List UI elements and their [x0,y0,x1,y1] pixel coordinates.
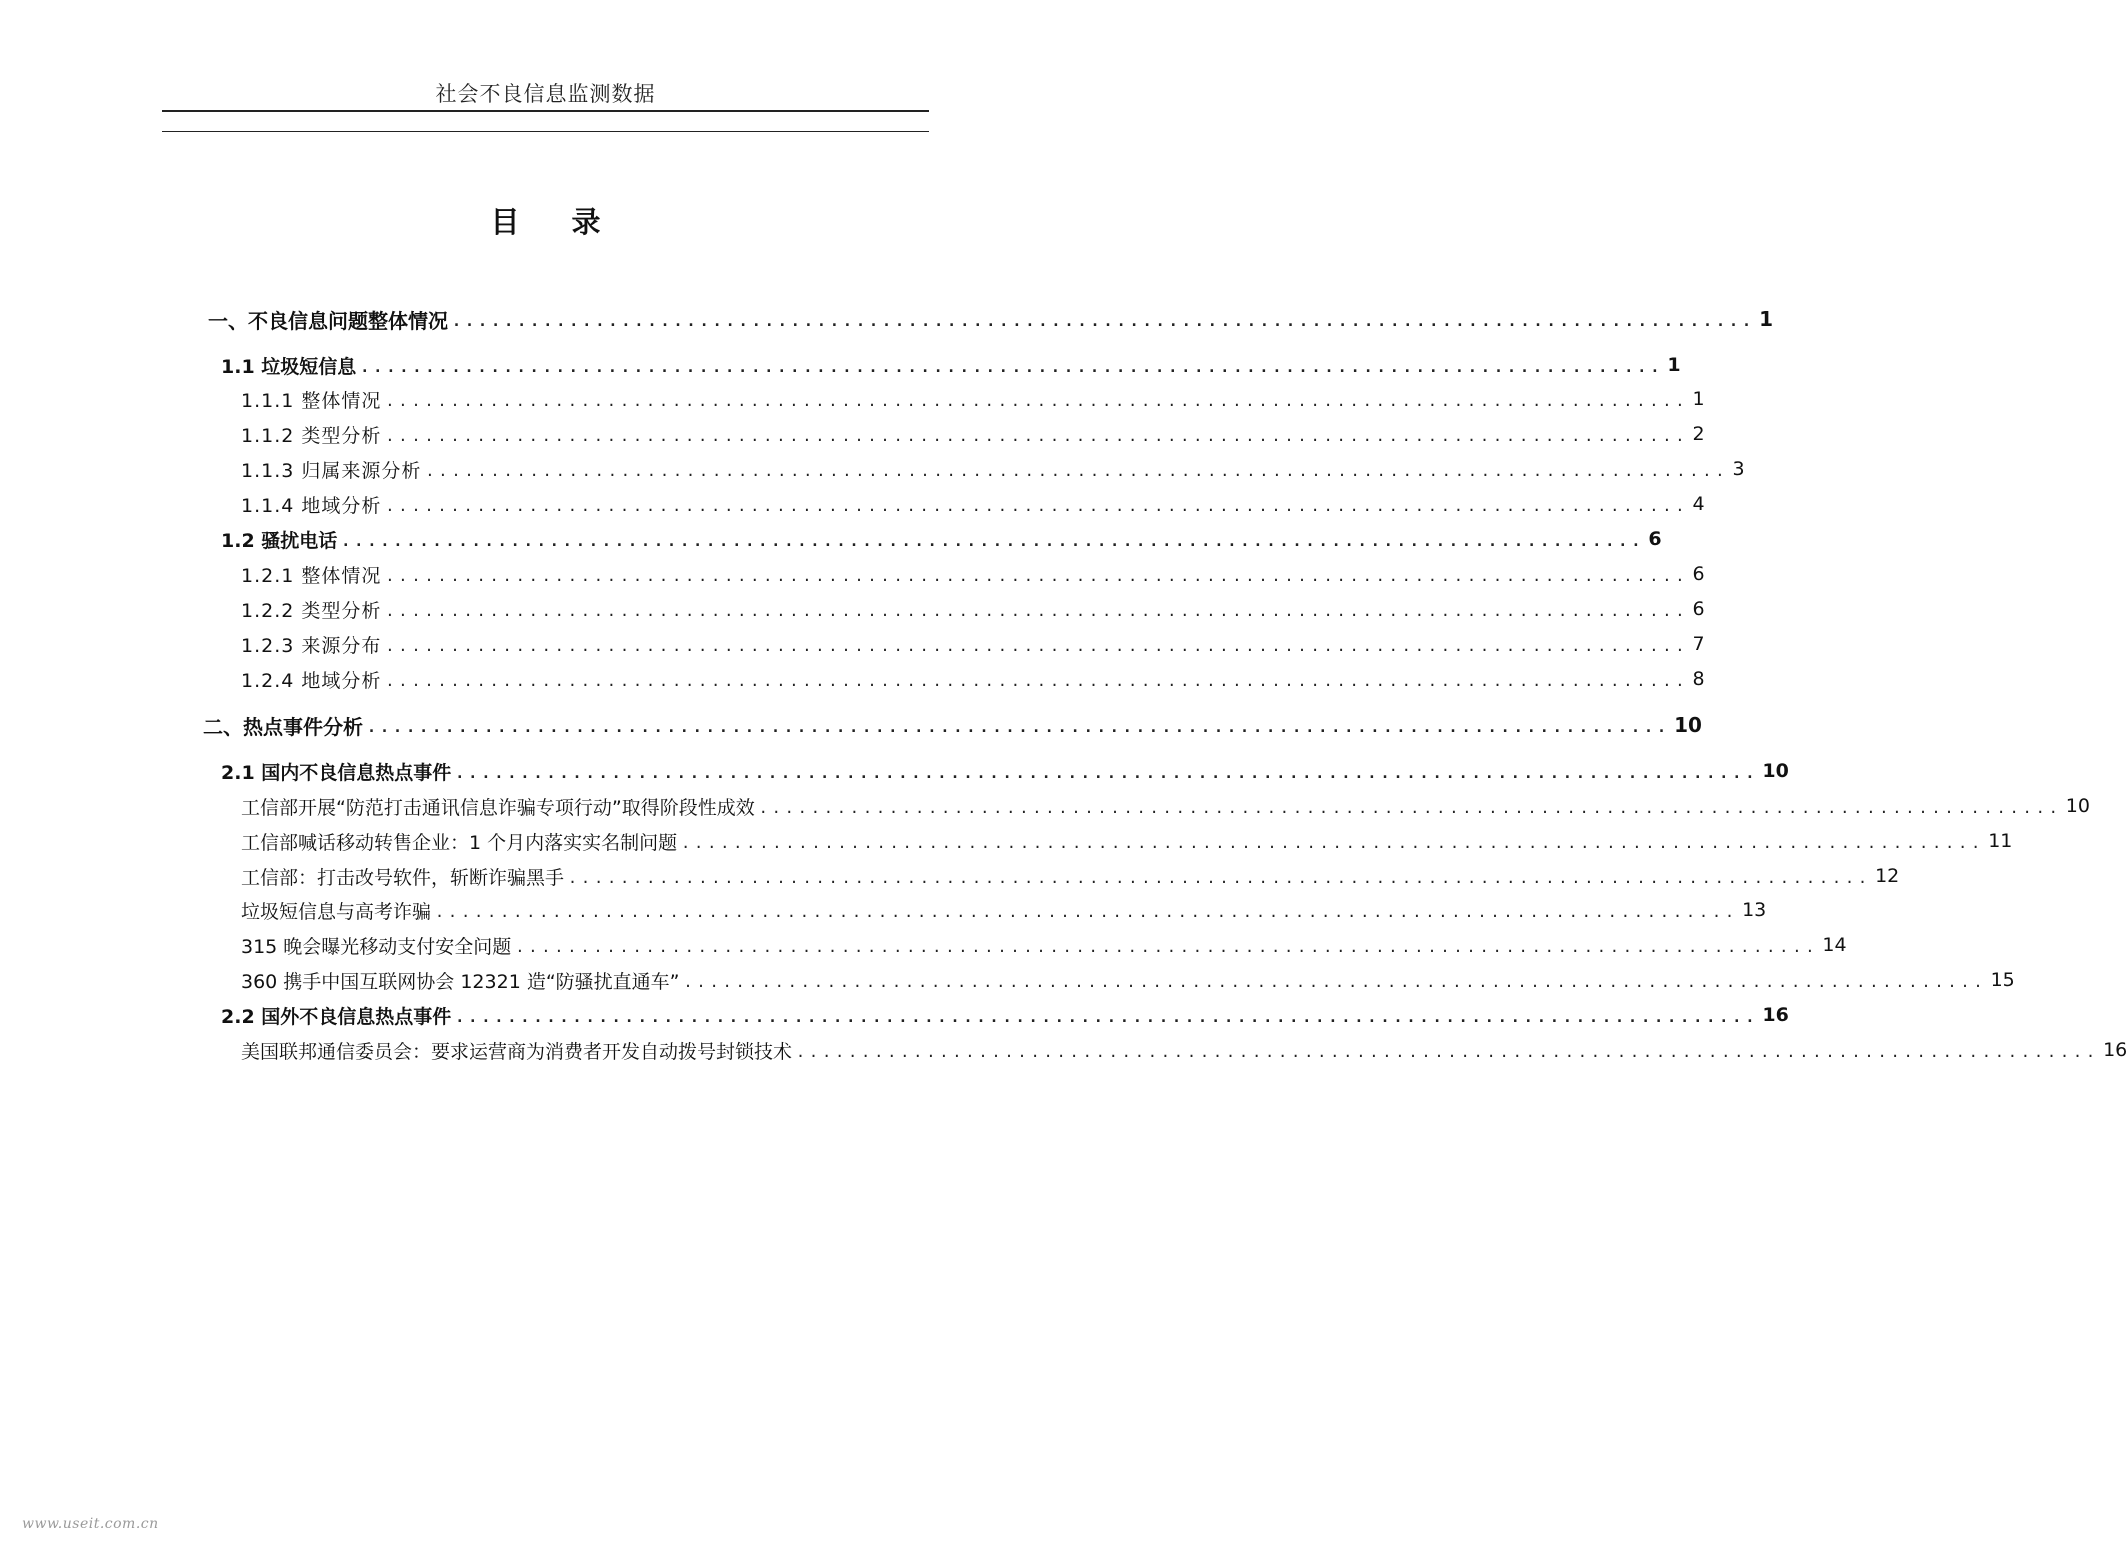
toc-entry-label: 1.1 垃圾短信息 [221,355,357,378]
toc-entry-page: 6 [1692,563,1706,585]
toc-leader-dots: .................................................................................................... [385,672,1689,690]
toc-leader-dots: .................................................................................................... [385,427,1689,445]
toc-entry-label: 315 晚会曝光移动支付安全问题 [241,935,512,958]
toc-entry-page: 1 [1692,388,1706,410]
toc-entry-label: 工信部喊话移动转售企业：1 个月内落实实名制问题 [241,831,678,854]
toc-entry[interactable] [241,791,2090,821]
toc-entry-label: 1.1.4 地域分析 [241,494,382,517]
toc-entry-page: 14 [1822,934,1847,956]
toc-entry-page: 12 [1875,865,1900,887]
toc-entry-page: 3 [1732,458,1746,480]
toc-leader-dots: .................................................................................................... [360,358,1664,376]
toc-entry[interactable] [241,384,1706,414]
toc-entry-label: 1.2.2 类型分析 [241,599,382,622]
toc-entry-label: 垃圾短信息与高考诈骗 [241,900,432,923]
toc-entry-label: 工信部：打击改号软件，斩断诈骗黑手 [241,866,565,889]
toc-entry[interactable] [221,756,1789,786]
toc-entry-page: 6 [1648,528,1662,550]
toc-leader-dots: .................................................................................................... [385,637,1689,655]
toc-entry-label: 2.1 国内不良信息热点事件 [221,761,452,784]
toc-entry-page: 2 [1692,423,1706,445]
toc-entry[interactable] [241,594,1706,624]
toc-leader-dots: .................................................................................................... [683,973,1987,991]
toc-entry-page: 1 [1667,354,1681,376]
toc-entry-label: 二、热点事件分析 [203,714,363,739]
toc-entry-page: 16 [1762,1004,1789,1026]
toc-entry-label: 1.2.4 地域分析 [241,669,382,692]
toc-entry[interactable] [241,419,1706,449]
toc-leader-dots: .................................................................................................... [367,718,1671,736]
toc-entry-label: 一、不良信息问题整体情况 [208,308,448,333]
toc-entry-label: 1.1.2 类型分析 [241,424,382,447]
toc-leader-dots: .................................................................................................... [758,799,2062,817]
toc-entry-page: 15 [1990,969,2015,991]
toc-leader-dots: .................................................................................................... [452,312,1756,330]
toc-entry[interactable] [241,629,1706,659]
toc-leader-dots: .................................................................................................... [435,903,1739,921]
toc-entry[interactable] [203,710,1702,740]
toc-entry[interactable] [241,965,2015,995]
toc-leader-dots: .................................................................................................... [385,497,1689,515]
toc-entry[interactable] [208,304,1773,334]
toc-entry[interactable] [241,861,1900,891]
toc-leader-dots: .................................................................................................... [515,938,1819,956]
toc-entry[interactable] [241,930,1847,960]
toc-entry-page: 13 [1742,899,1767,921]
header-rule-bottom [162,131,929,132]
toc-leader-dots: .................................................................................................... [385,602,1689,620]
toc-entry-page: 6 [1692,598,1706,620]
toc-entry[interactable] [241,489,1706,519]
toc-entry[interactable] [241,826,2013,856]
toc-entry-label: 1.2.1 整体情况 [241,564,382,587]
toc-leader-dots: .................................................................................................... [568,869,1872,887]
toc-entry[interactable] [241,664,1706,694]
toc-entry[interactable] [221,524,1662,554]
toc-entry-label: 360 携手中国互联网协会 12321 造“防骚扰直通车” [241,970,680,993]
toc-leader-dots: .................................................................................................... [455,764,1759,782]
toc-entry[interactable] [241,1035,2127,1065]
toc-leader-dots: .................................................................................................... [796,1043,2100,1061]
toc-entry[interactable] [221,350,1681,380]
toc-entry[interactable] [241,895,1767,925]
toc-entry-label: 工信部开展“防范打击通讯信息诈骗专项行动”取得阶段性成效 [241,796,755,819]
toc-entry-page: 11 [1988,830,2013,852]
toc-entry[interactable] [241,559,1706,589]
toc-leader-dots: .................................................................................................... [385,392,1689,410]
toc-entry-page: 10 [2065,795,2090,817]
toc-entry-page: 8 [1692,668,1706,690]
page-header-title: 社会不良信息监测数据 [435,82,656,106]
toc-entry-label: 1.1.1 整体情况 [241,389,382,412]
toc-entry[interactable] [241,454,1746,484]
toc-entry-page: 7 [1692,633,1706,655]
toc-leader-dots: .................................................................................................... [425,462,1729,480]
header-rule-top [162,110,929,112]
watermark-text: www.useit.com.cn [22,1516,159,1532]
toc-leader-dots: .................................................................................................... [385,567,1689,585]
toc-entry-page: 16 [2103,1039,2127,1061]
toc-entry-label: 2.2 国外不良信息热点事件 [221,1005,452,1028]
toc-entry[interactable] [221,1000,1789,1030]
toc-leader-dots: .................................................................................................... [341,532,1645,550]
toc-entry-label: 美国联邦通信委员会：要求运营商为消费者开发自动拨号封锁技术 [241,1040,793,1063]
toc-entry-label: 1.2 骚扰电话 [221,529,338,552]
toc-entry-page: 10 [1762,760,1789,782]
toc-entry-page: 10 [1674,713,1702,737]
toc-leader-dots: .................................................................................................... [681,834,1985,852]
toc-title: 目录 [490,205,653,239]
toc-entry-label: 1.1.3 归属来源分析 [241,459,422,482]
toc-entry-label: 1.2.3 来源分布 [241,634,382,657]
toc-entry-page: 4 [1692,493,1706,515]
toc-leader-dots: .................................................................................................... [455,1008,1759,1026]
toc-entry-page: 1 [1759,307,1773,331]
